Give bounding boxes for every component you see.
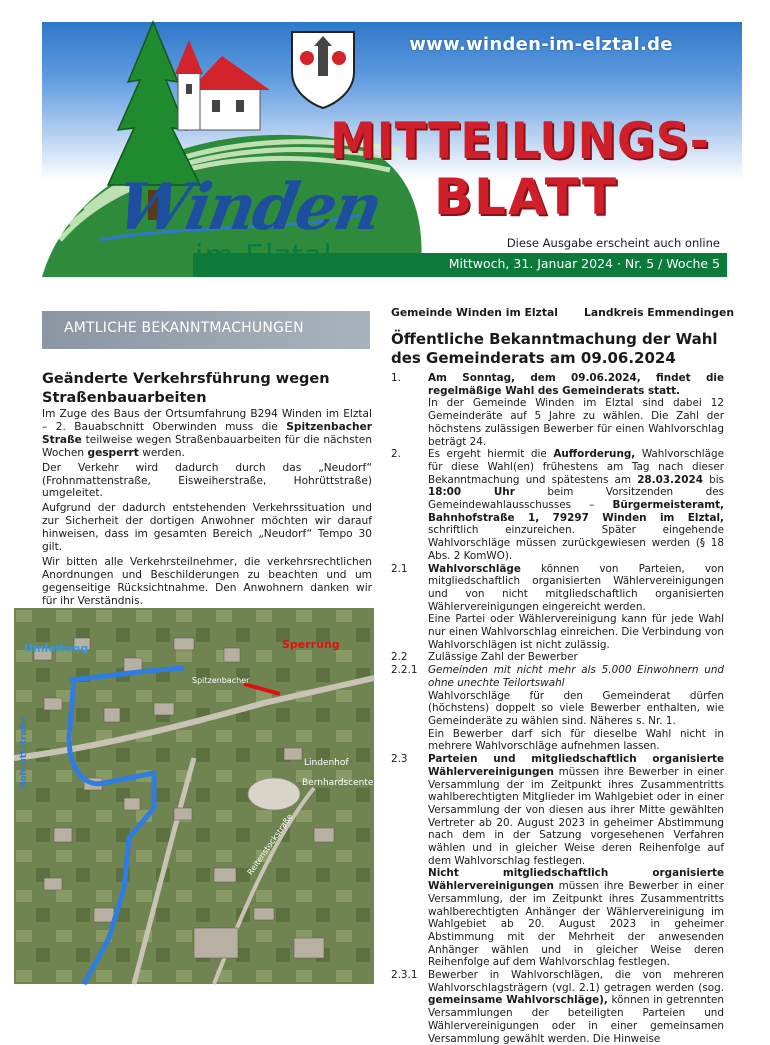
clause-lead: Am Sonntag, dem 09.06.2024, findet die regelmäßige Wahl des Gemeinderats statt. [428, 372, 724, 397]
clause-2-3-1 [391, 969, 724, 1045]
article-body [42, 408, 372, 625]
municipality-header: Gemeinde Winden im Elztal [391, 306, 558, 319]
clause-1 [391, 372, 724, 448]
logo-script-text: Winden [111, 170, 387, 245]
clause-2-1 [391, 563, 724, 652]
clause-number: 2.3.1 [391, 969, 418, 982]
map-label-closure: Sperrung [282, 638, 340, 651]
map-label-place1: Lindenhof [304, 758, 349, 768]
clause-text: Nicht mitgliedschaftlich organisierte Wählervereinigungen müssen ihre Bewerber in einer Versammlung, der im Zeitpunkt ihres Zusammentritts wahlberechtigten Anhänger der Wählervereinigung im Wahlgebiet ab 20. August 2023 in geheimer Abstimmung mit der Mehrheit der anwesenden Anhänger wählen und in gleicher Weise deren Reihenfolge auf dem Wahlvorschlag festlegen. [428, 867, 724, 969]
article-title: Geänderte Verkehrsführung wegen Straßenbauarbeiten [42, 371, 330, 406]
coat-of-arms-icon [292, 32, 354, 108]
clause-number: 2.2 [391, 651, 408, 664]
website-url[interactable]: www.winden-im-elztal.de [409, 34, 673, 55]
clause-text: Eine Partei oder Wählervereinigung kann für jede Wahl nur einen Wahlvorschlag einreichen. Die Verbindung von Wahlvorschlägen ist nicht zulässig. [428, 613, 724, 651]
map-label-street-mid: Spitzenbacher [192, 676, 250, 685]
article-paragraph-3: Aufgrund der dadurch entstehenden Verkehrssituation und zur Sicherheit der dortigen Anwohner möchten wir darauf hinweisen, dass im gesamten Bereich „Neudorf“ Tempo 30 gilt. [42, 502, 372, 554]
district-header: Landkreis Emmendingen [584, 306, 735, 319]
clause-text: In der Gemeinde Winden im Elztal sind dabei 12 Gemeinderäte auf 5 Jahre zu wählen. Die Zahl der höchstens zulässigen Bewerber für einen Wahlvorschlag beträgt 24. [428, 397, 724, 448]
map-label-place3: Reitenstockstraße [245, 812, 295, 877]
map-label-detour: Umleitung [24, 642, 89, 655]
issue-info: Mittwoch, 31. Januar 2024 · Nr. 5 / Woche 5 [448, 256, 720, 271]
section-banner: AMTLICHE BEKANNTMACHUNGEN [42, 311, 370, 349]
map-label-street-left: Hohrüttstraße [19, 716, 30, 790]
clause-2-3 [391, 753, 724, 969]
detour-map [14, 608, 378, 984]
map-label-place2: Bernhardscenter [302, 778, 378, 788]
clause-text: Wahlvorschläge können von Parteien, von mitgliedschaftlich organisierten Wählervereinigungen und von nicht mitgliedschaftlich organisierten Wählervereinigungen eingereicht werden. [428, 562, 724, 613]
online-note: Diese Ausgabe erscheint auch online [506, 236, 720, 250]
article-paragraph-2: Der Verkehr wird dadurch durch das „Neudorf“ (Frohnmattenstraße, Eisweiherstraße, Hohrüttstraße) umgeleitet. [42, 461, 372, 500]
clause-text: Wahlvorschläge für den Gemeinderat dürfen (höchstens) doppelt so viele Bewerber enthalten, wie Gemeinderäte zu wählen sind. Näheres s. Nr. 1. [428, 689, 724, 727]
clause-text: Es ergeht hiermit die Aufforderung, Wahlvorschläge für diese Wahl(en) frühestens am Tag nach dieser Bekanntmachung und spätestens am 28.03.2024 bis 18:00 Uhr beim Vorsitzenden des Gemeindewahlausschusses – Bürgermeisteramt, Bahnhofstraße 1, 79297 Winden im Elztal, schriftlich einzureichen. Später eingehende Wahlvorschläge müssen zurückgewiesen werden (§ 18 Abs. 2 KomWO). [428, 448, 725, 562]
article-paragraph-1: Im Zuge des Baus der Ortsumfahrung B294 Winden im Elztal – 2. Bauabschnitt Oberwinden muss die Spitzenbacher Straße teilweise wegen Straßenbauarbeiten für die nächsten Wochen gesperrt werden. [42, 408, 372, 459]
clause-text: Zulässige Zahl der Bewerber [428, 651, 578, 664]
clause-text: Ein Bewerber darf sich für dieselbe Wahl nicht in mehrere Wahlvorschläge aufnehmen lassen. [428, 727, 724, 753]
masthead-title-line1: MITTEILUNGS- [330, 112, 710, 170]
clause-2-2 [391, 651, 724, 664]
clause-text: Bewerber in Wahlvorschlägen, die von mehreren Wahlvorschlagsträgern (vgl. 2.1) getragen werden (sog. gemeinsame Wahlvorschläge), können in getrennten Versammlungen der beteiligten Parteien und Wählervereinigungen oder in einer gemeinsamen Versammlung gewählt werden. Die Hinweise [428, 969, 724, 1045]
clause-italic: Gemeinden mit nicht mehr als 5.000 Einwohnern und ohne unechte Teilortswahl [428, 664, 724, 689]
clause-number: 1. [391, 372, 401, 384]
clause-number: 2.3 [391, 753, 408, 766]
clause-number: 2.1 [391, 562, 408, 575]
clause-number: 2.2.1 [391, 664, 418, 677]
article-paragraph-4: Wir bitten alle Verkehrsteilnehmer, die verkehrsrechtlichen Anordnungen und Beschilderungen zu beachten und um gegenseitige Rücksichtnahme. Den Anwohnern danken wir für ihr Verständnis. [42, 555, 372, 607]
clause-number: 2. [391, 448, 401, 461]
map-graphic [14, 608, 374, 984]
masthead-title-line2: BLATT [434, 168, 619, 226]
clause-2 [391, 448, 724, 562]
notice-title: Öffentliche Bekanntmachung der Wahl des Gemeinderats am 09.06.2024 [391, 330, 718, 367]
election-clauses [391, 372, 724, 1045]
clause-2-2-1 [391, 664, 724, 753]
masthead [0, 0, 770, 285]
clause-text: Parteien und mitgliedschaftlich organisierte Wählervereinigungen müssen ihre Bewerber in einer Versammlung der im Zeitpunkt ihres Zusammentritts wahlberechtigten Mitglieder im Wahlgebiet oder in einer Versammlung der von diesen aus ihrer Mitte gewählten Vertreter ab 20. August 2023 in geheimer Abstimmung nach dem in der Satzung vorgesehenen Verfahren wählen und in gleicher Weise deren Reihenfolge auf dem Wahlvorschlag festlegen. [428, 753, 724, 867]
chapel-icon [175, 40, 270, 130]
